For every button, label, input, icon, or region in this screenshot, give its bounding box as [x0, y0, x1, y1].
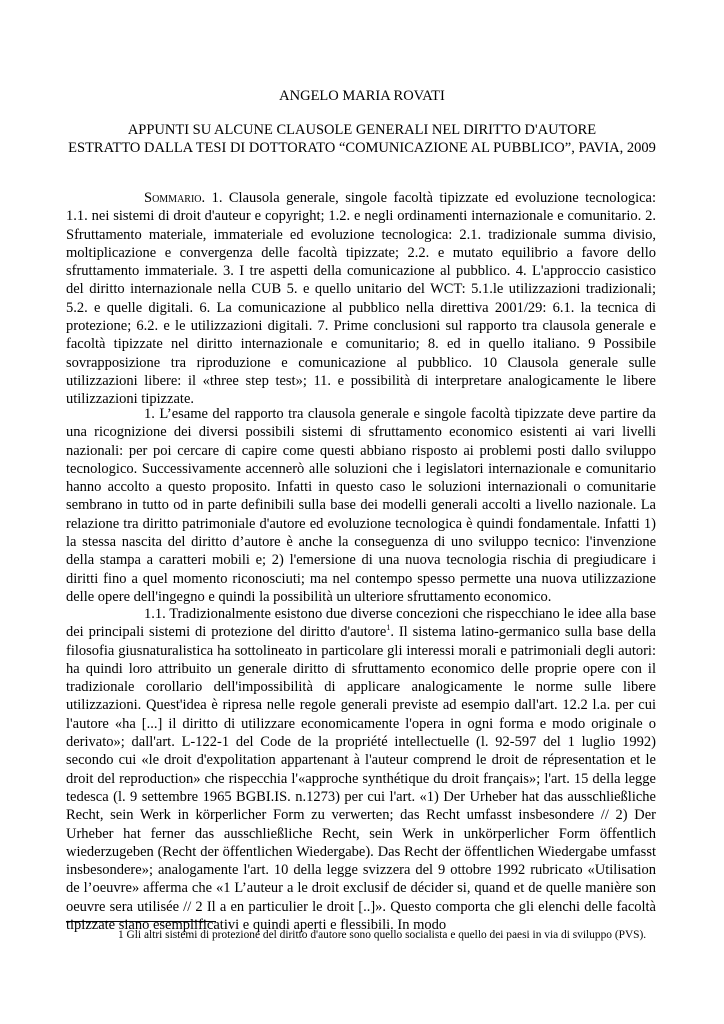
body-paragraph-1: 1. L’esame del rapporto tra clausola generale e singole facoltà tipizzate deve partire da una ricognizione dei diversi possibili sistemi di sfruttamento economico esistenti ai vari livelli nazionali: per poi cercare di capire come questi abbiano risposto ai problemi posti dallo sviluppo tecnologico. Successivamente accennerò alle soluzioni che i legislatori internazionale e comunitario hanno accolto a questo proposito. Infatti in questo caso le soluzioni internazionali o comunitarie sembrano in tutto od in parte definibili sulla base dei modelli generali accolti a livello nazionale. La relazione tra diritto patrimoniale d'autore ed evoluzione tecnologica è quindi fondamentale. Infatti 1) la stessa nascita del diritto d’autore è anche la conseguenza di uno sviluppo tecnico: l'invenzione della stampa a caratteri mobili e; 2) l'emersione di una nuova tecnologia rischia di pregiudicare i diritti fino a quel momento riconosciuti; ma nel contempo spesso permette una nuova utilizzazione delle opere dell'ingegno e quindi la possibilità un ulteriore sfruttamento economico.: [66, 406, 656, 605]
summary-paragraph: [66, 189, 656, 409]
document-title: [66, 121, 658, 157]
body-paragraph-2: [66, 605, 656, 934]
footnote-reference: 1: [386, 623, 391, 633]
footnote-text: 1 Gli altri sistemi di protezione del diritto d'autore sono quello socialista e quello dei paesi in via di sviluppo (PVS).: [118, 929, 647, 941]
paragraph-2-text-rest: . Il sistema latino-germanico sulla base della filosofia giusnaturalistica ha sottolineato in particolare gli interessi morali e patrimoniali degli autori: ha quindi loro attribuito un generale diritto di sfruttamento economico delle proprie opere con il tradizionale corollario dell'impossibilità di applicare analogicamente le norme sulle libere utilizzazioni. Quest'idea è ripresa nelle regole generali previste ad esempio dall'art. 12.2 l.a. per cui l'autore «ha [...] il diritto di utilizzare economicamente l'opera in ogni forma e modo originale o derivato»; dall'art. L-122-1 del Code de la propriété intellectuelle (l. 92-597 del 1 luglio 1992) secondo cui «le droit d'expolitation appartenant à l'auteur comprend le droit de répresentation et le droit del reproduction» che rispecchia l'«approche synthétique du droit français»; l'art. 15 della legge tedesca (l. 9 settembre 1965 BGBI.IS. n.1273) per cui l'art. «1) Der Urheber hat das ausschließliche Recht, sein Werk in körperlicher Form zu verwerten; das Recht umfasst insbesondere // 2) Der Urheber hat ferner das ausschließliche Recht, sein Werk in unkörperlicher Form öffentlich wiederzugeben (Recht der öffentlichen Wiedergabe). Das Recht der öffentlichen Wiedergabe umfasst insbesondere»; analogamente l'art. 10 della legge svizzera del 9 ottobre 1992 rubricato «Utilisation de l’oeuvre» afferma che «1 L’auteur a le droit exclusif de décider si, quand et de quelle manière son oeuvre sera utilisée // 2 Il a en particulier le droit [..]». Questo comporta che gli elenchi delle facoltà tipizzate siano esemplificativi e quindi aperti e flessibili. In modo: [66, 624, 656, 934]
author-name: ANGELO MARIA ROVATI: [279, 88, 445, 104]
title-line-2: ESTRATTO DALLA TESI DI DOTTORATO “COMUNICAZIONE AL PUBBLICO”, PAVIA, 2009: [68, 140, 656, 156]
title-line-1: APPUNTI SU ALCUNE CLAUSOLE GENERALI NEL DIRITTO D'AUTORE: [127, 122, 597, 138]
paragraph-2-text-start: 1.1. Tradizionalmente esistono due diverse concezioni che rispecchiano le idee alla base dei principali sistemi di protezione del diritto d'autore: [66, 606, 656, 641]
summary-label: Sommario: [144, 190, 202, 206]
summary-text: . 1. Clausola generale, singole facoltà tipizzate ed evoluzione tecnologica: 1.1. nei sistemi di droit d'auteur e copyright; 1.2. e negli ordinamenti internazionale e comunitario. 2. Sfruttamento materiale, immateriale ed evoluzione tecnologica: 2.1. tradizionale summa divisio, moltiplicazione e convergenza delle facoltà tipizzate; 2.2. e mutato equilibrio a favore dello sfruttamento immateriale. 3. I tre aspetti della comunicazione al pubblico. 4. L'approccio casistico del diritto internazionale nella CUB 5. e quello unitario del WCT: 5.1.le utilizzazioni tradizionali; 5.2. e quelle digitali. 6. La comunicazione al pubblico nella direttiva 2001/29: 6.1. la tecnica di protezione; 6.2. e le utilizzazioni digitali. 7. Prime conclusioni sul rapporto tra clausola generale e facoltà tipizzate nel diritto internazionale e comunitario; 8. ed in quello italiano. 9 Possibile sovrapposizione tra riproduzione e comunicazione al pubblico. 10 Clausola generale sulle utilizzazioni libere: il «three step test»; 11. e possibilità di interpretare analogicamente le libere utilizzazioni tipizzate.: [66, 190, 656, 408]
footnote-separator: [66, 921, 216, 922]
